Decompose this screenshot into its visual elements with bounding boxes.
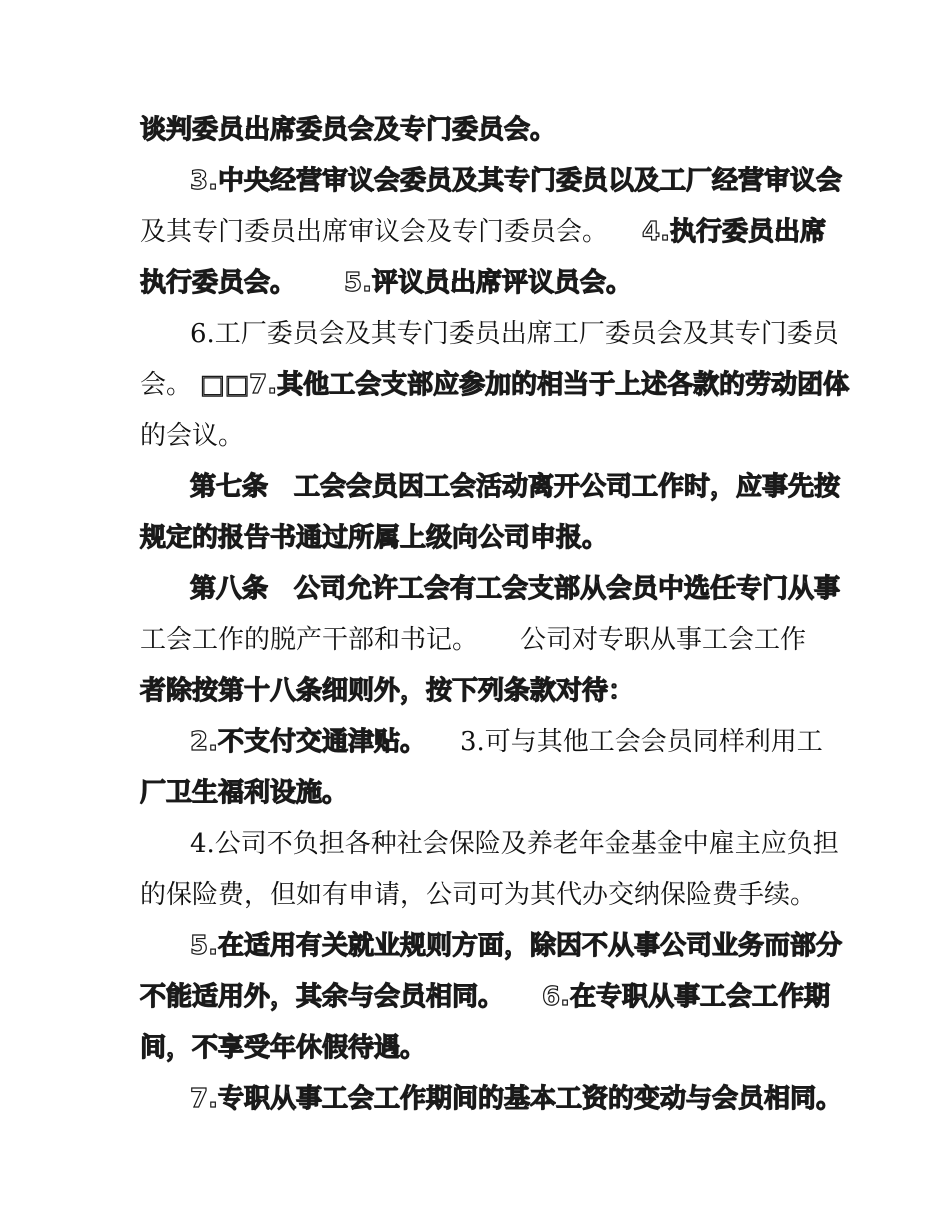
text-line — [0, 614, 950, 666]
text-line — [0, 767, 950, 819]
text-line — [0, 512, 950, 564]
text-line — [0, 920, 950, 972]
outlined-text: 5.在适用有关就业规则方面，除因不从事公司业务而部分 — [190, 931, 842, 961]
text-line — [0, 359, 950, 411]
text-line — [0, 104, 950, 156]
outlined-text: 不能适用外，其余与会员相同。 — [140, 982, 505, 1012]
text-line — [0, 308, 950, 360]
outlined-text: 者除按第十八条细则外，按下列条款对待： — [140, 676, 635, 706]
text-line — [0, 1022, 950, 1074]
outlined-text: 6.在专职从事工会工作期 — [542, 982, 830, 1012]
text-line — [0, 410, 950, 462]
text-line — [0, 155, 950, 207]
text-line — [0, 665, 950, 717]
plain-text: 工会工作的脱产干部和书记。 — [140, 625, 479, 655]
outlined-text: 厂卫生福利设施。 — [140, 778, 349, 808]
article-heading-text: 第八条 公司允许工会有工会支部从会员中选任专门从事 — [190, 574, 841, 604]
plain-text: 会。 — [140, 370, 193, 400]
text-line — [0, 971, 950, 1023]
outlined-text: 5.评议员出席评议员会。 — [344, 268, 632, 298]
article-heading-text: 第七条 工会会员因工会活动离开公司工作时，应事先按 — [190, 472, 841, 502]
text-line — [0, 563, 950, 615]
text-line — [0, 206, 950, 258]
outlined-text: 2.不支付交通津贴。 — [190, 727, 426, 757]
text-line — [0, 461, 950, 513]
outlined-text: 3.中央经营审议会委员及其专门委员以及工厂经营审议会 — [190, 166, 842, 196]
plain-text: 公司对专职从事工会工作 — [520, 625, 807, 655]
text-line — [0, 869, 950, 921]
text-line — [0, 818, 950, 870]
outlined-text: 4.执行委员出席 — [642, 217, 826, 247]
plain-text: 4.公司不负担各种社会保险及养老年金基金中雇主应负担 — [190, 829, 839, 859]
text-line — [0, 1073, 950, 1125]
outlined-text: 执行委员会。 — [140, 268, 297, 298]
outlined-text: 7.专职从事工会工作期间的基本工资的变动与会员相同。 — [190, 1084, 842, 1114]
plain-text: 6.工厂委员会及其专门委员出席工厂委员会及其专门委员 — [190, 319, 839, 349]
outlined-text: 谈判委员出席委员会及专门委员会。 — [140, 115, 557, 145]
outlined-text: □□7.其他工会支部应参加的相当于上述各款的劳动团体 — [200, 370, 850, 400]
text-line — [0, 257, 950, 309]
outlined-text: 规定的报告书通过所属上级向公司申报。 — [140, 523, 609, 553]
outlined-text: 间，不享受年休假待遇。 — [140, 1033, 427, 1063]
plain-text: 的会议。 — [140, 421, 245, 451]
plain-text: 3.可与其他工会会员同样利用工 — [460, 727, 823, 757]
plain-text: 及其专门委员出席审议会及专门委员会。 — [140, 217, 609, 247]
text-line — [0, 716, 950, 768]
plain-text: 的保险费，但如有申请，公司可为其代办交纳保险费手续。 — [140, 880, 817, 910]
